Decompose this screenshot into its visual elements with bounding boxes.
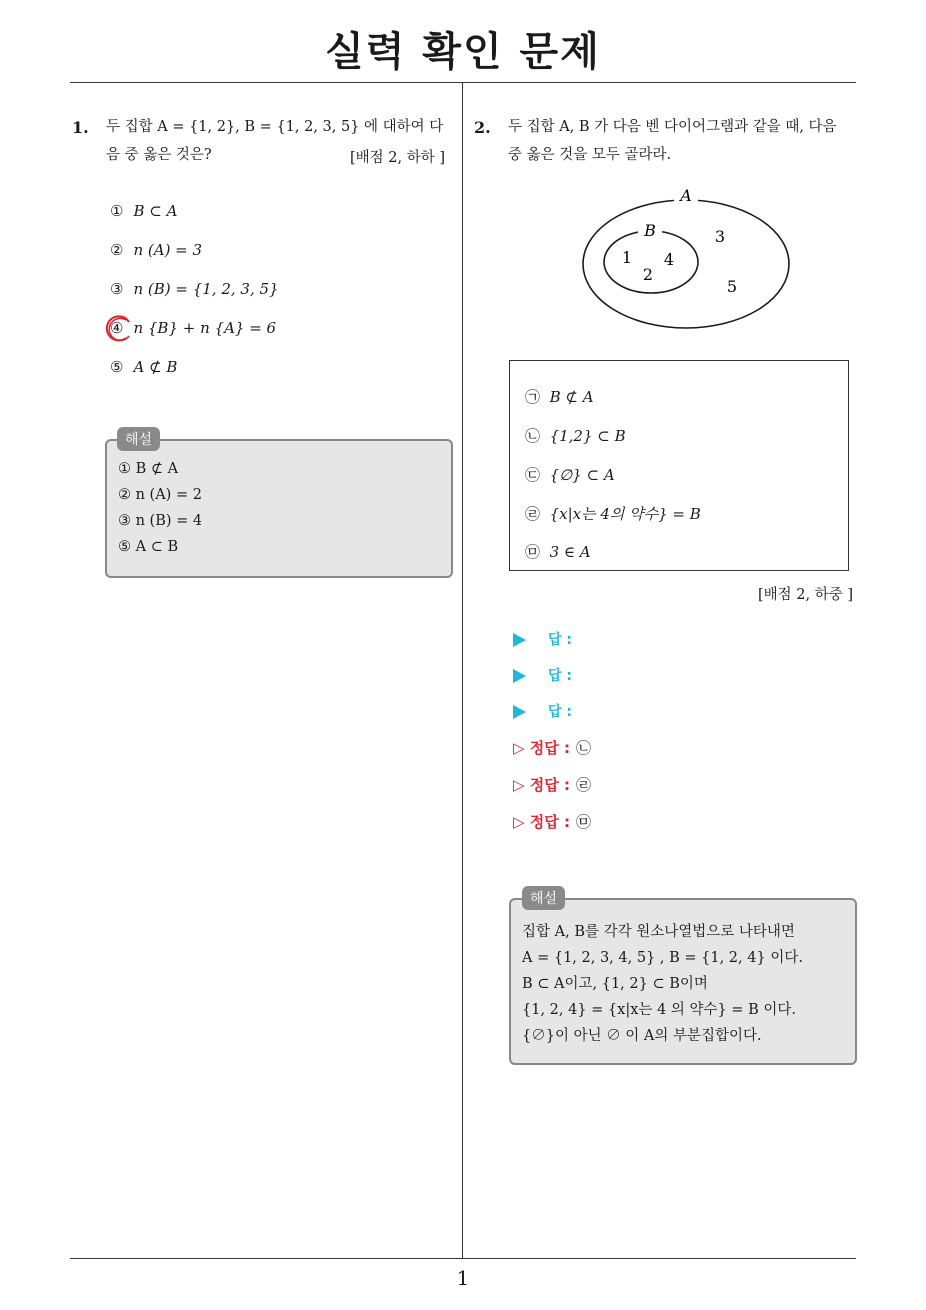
q2-solution-line: A = {1, 2, 3, 4, 5} , B = {1, 2, 4} 이다.: [522, 950, 803, 966]
q2-solution-tag: 해설: [522, 886, 565, 910]
venn-diagram: [578, 180, 798, 330]
q1-choice-1[interactable]: ① B ⊂ A: [110, 202, 178, 220]
q2-solution-line: {∅}이 아닌 ∅ 이 A의 부분집합이다.: [522, 1028, 762, 1044]
q2-correct-answer: ▷ 정답 : ㉣: [513, 776, 591, 794]
q1-solution-box: [105, 439, 453, 578]
q1-solution-line: ③ n (B) = 4: [118, 513, 203, 529]
q1-solution-line: ① B ⊄ A: [118, 461, 179, 477]
page-title: 실력 확인 문제: [325, 29, 601, 75]
q2-text-line1: 두 집합 A, B 가 다음 벤 다이어그램과 같을 때, 다음: [508, 119, 837, 135]
page-number: 1: [456, 1266, 470, 1290]
q1-number: 1.: [72, 118, 89, 137]
q2-option-5[interactable]: ㉤ 3 ∈ A: [525, 543, 591, 561]
q1-score: [배점 2, 하하 ]: [350, 150, 446, 166]
column-divider: [462, 82, 463, 1259]
q1-text-line1: 두 집합 A = {1, 2}, B = {1, 2, 3, 5} 에 대하여 다: [106, 119, 444, 135]
q2-answer-blank[interactable]: 답 :: [513, 629, 572, 649]
q2-score: [배점 2, 하중 ]: [758, 587, 854, 603]
venn-label-a: A: [680, 186, 692, 205]
q2-option-1[interactable]: ㉠ B ⊄ A: [525, 388, 594, 406]
q2-correct-answer: ▷ 정답 : ㉤: [513, 813, 591, 831]
venn-element: 3: [714, 227, 726, 246]
q1-choice-4[interactable]: ④ n {B} + n {A} = 6: [110, 319, 277, 337]
q2-number: 2.: [474, 118, 491, 137]
venn-label-b: B: [644, 221, 656, 240]
play-arrow-icon: [513, 633, 526, 647]
q1-solution-tag: 해설: [117, 427, 160, 451]
q2-text-line2: 중 옳은 것을 모두 골라라.: [508, 147, 672, 163]
venn-element: 5: [726, 277, 738, 296]
q2-correct-answer: ▷ 정답 : ㉡: [513, 739, 591, 757]
venn-outer-set: [583, 200, 789, 328]
q2-solution-line: B ⊂ A이고, {1, 2} ⊂ B이며: [522, 976, 708, 992]
venn-element: 4: [663, 250, 675, 269]
q1-choice-2[interactable]: ② n (A) = 3: [110, 241, 203, 259]
q2-text: [508, 113, 858, 169]
q1-choice-5[interactable]: ⑤ A ⊄ B: [110, 358, 178, 376]
play-arrow-icon: [513, 669, 526, 683]
q2-solution-line: {1, 2, 4} = {x|x는 4 의 약수} = B 이다.: [522, 1002, 796, 1018]
q2-option-2[interactable]: ㉡ {1,2} ⊂ B: [525, 427, 626, 445]
red-answer-mark-icon: [102, 312, 134, 344]
q2-answer-blank[interactable]: 답 :: [513, 665, 572, 685]
q2-answer-blank[interactable]: 답 :: [513, 701, 572, 721]
q1-solution-line: ⑤ A ⊂ B: [118, 539, 179, 555]
q1-choice-3[interactable]: ③ n (B) = {1, 2, 3, 5}: [110, 280, 279, 298]
q2-option-3[interactable]: ㉢ {∅} ⊂ A: [525, 466, 615, 484]
q2-solution-line: 집합 A, B를 각각 원소나열법으로 나타내면: [522, 924, 795, 940]
q1-text-line2: 음 중 옳은 것은?: [106, 147, 212, 163]
venn-element: 2: [642, 265, 654, 284]
venn-element: 1: [621, 248, 633, 267]
bottom-divider: [70, 1258, 856, 1259]
play-arrow-icon: [513, 705, 526, 719]
top-divider: [70, 82, 856, 83]
q2-option-4[interactable]: ㉣ {x|x는 4의 약수} = B: [525, 505, 701, 523]
q1-solution-line: ② n (A) = 2: [118, 487, 202, 503]
